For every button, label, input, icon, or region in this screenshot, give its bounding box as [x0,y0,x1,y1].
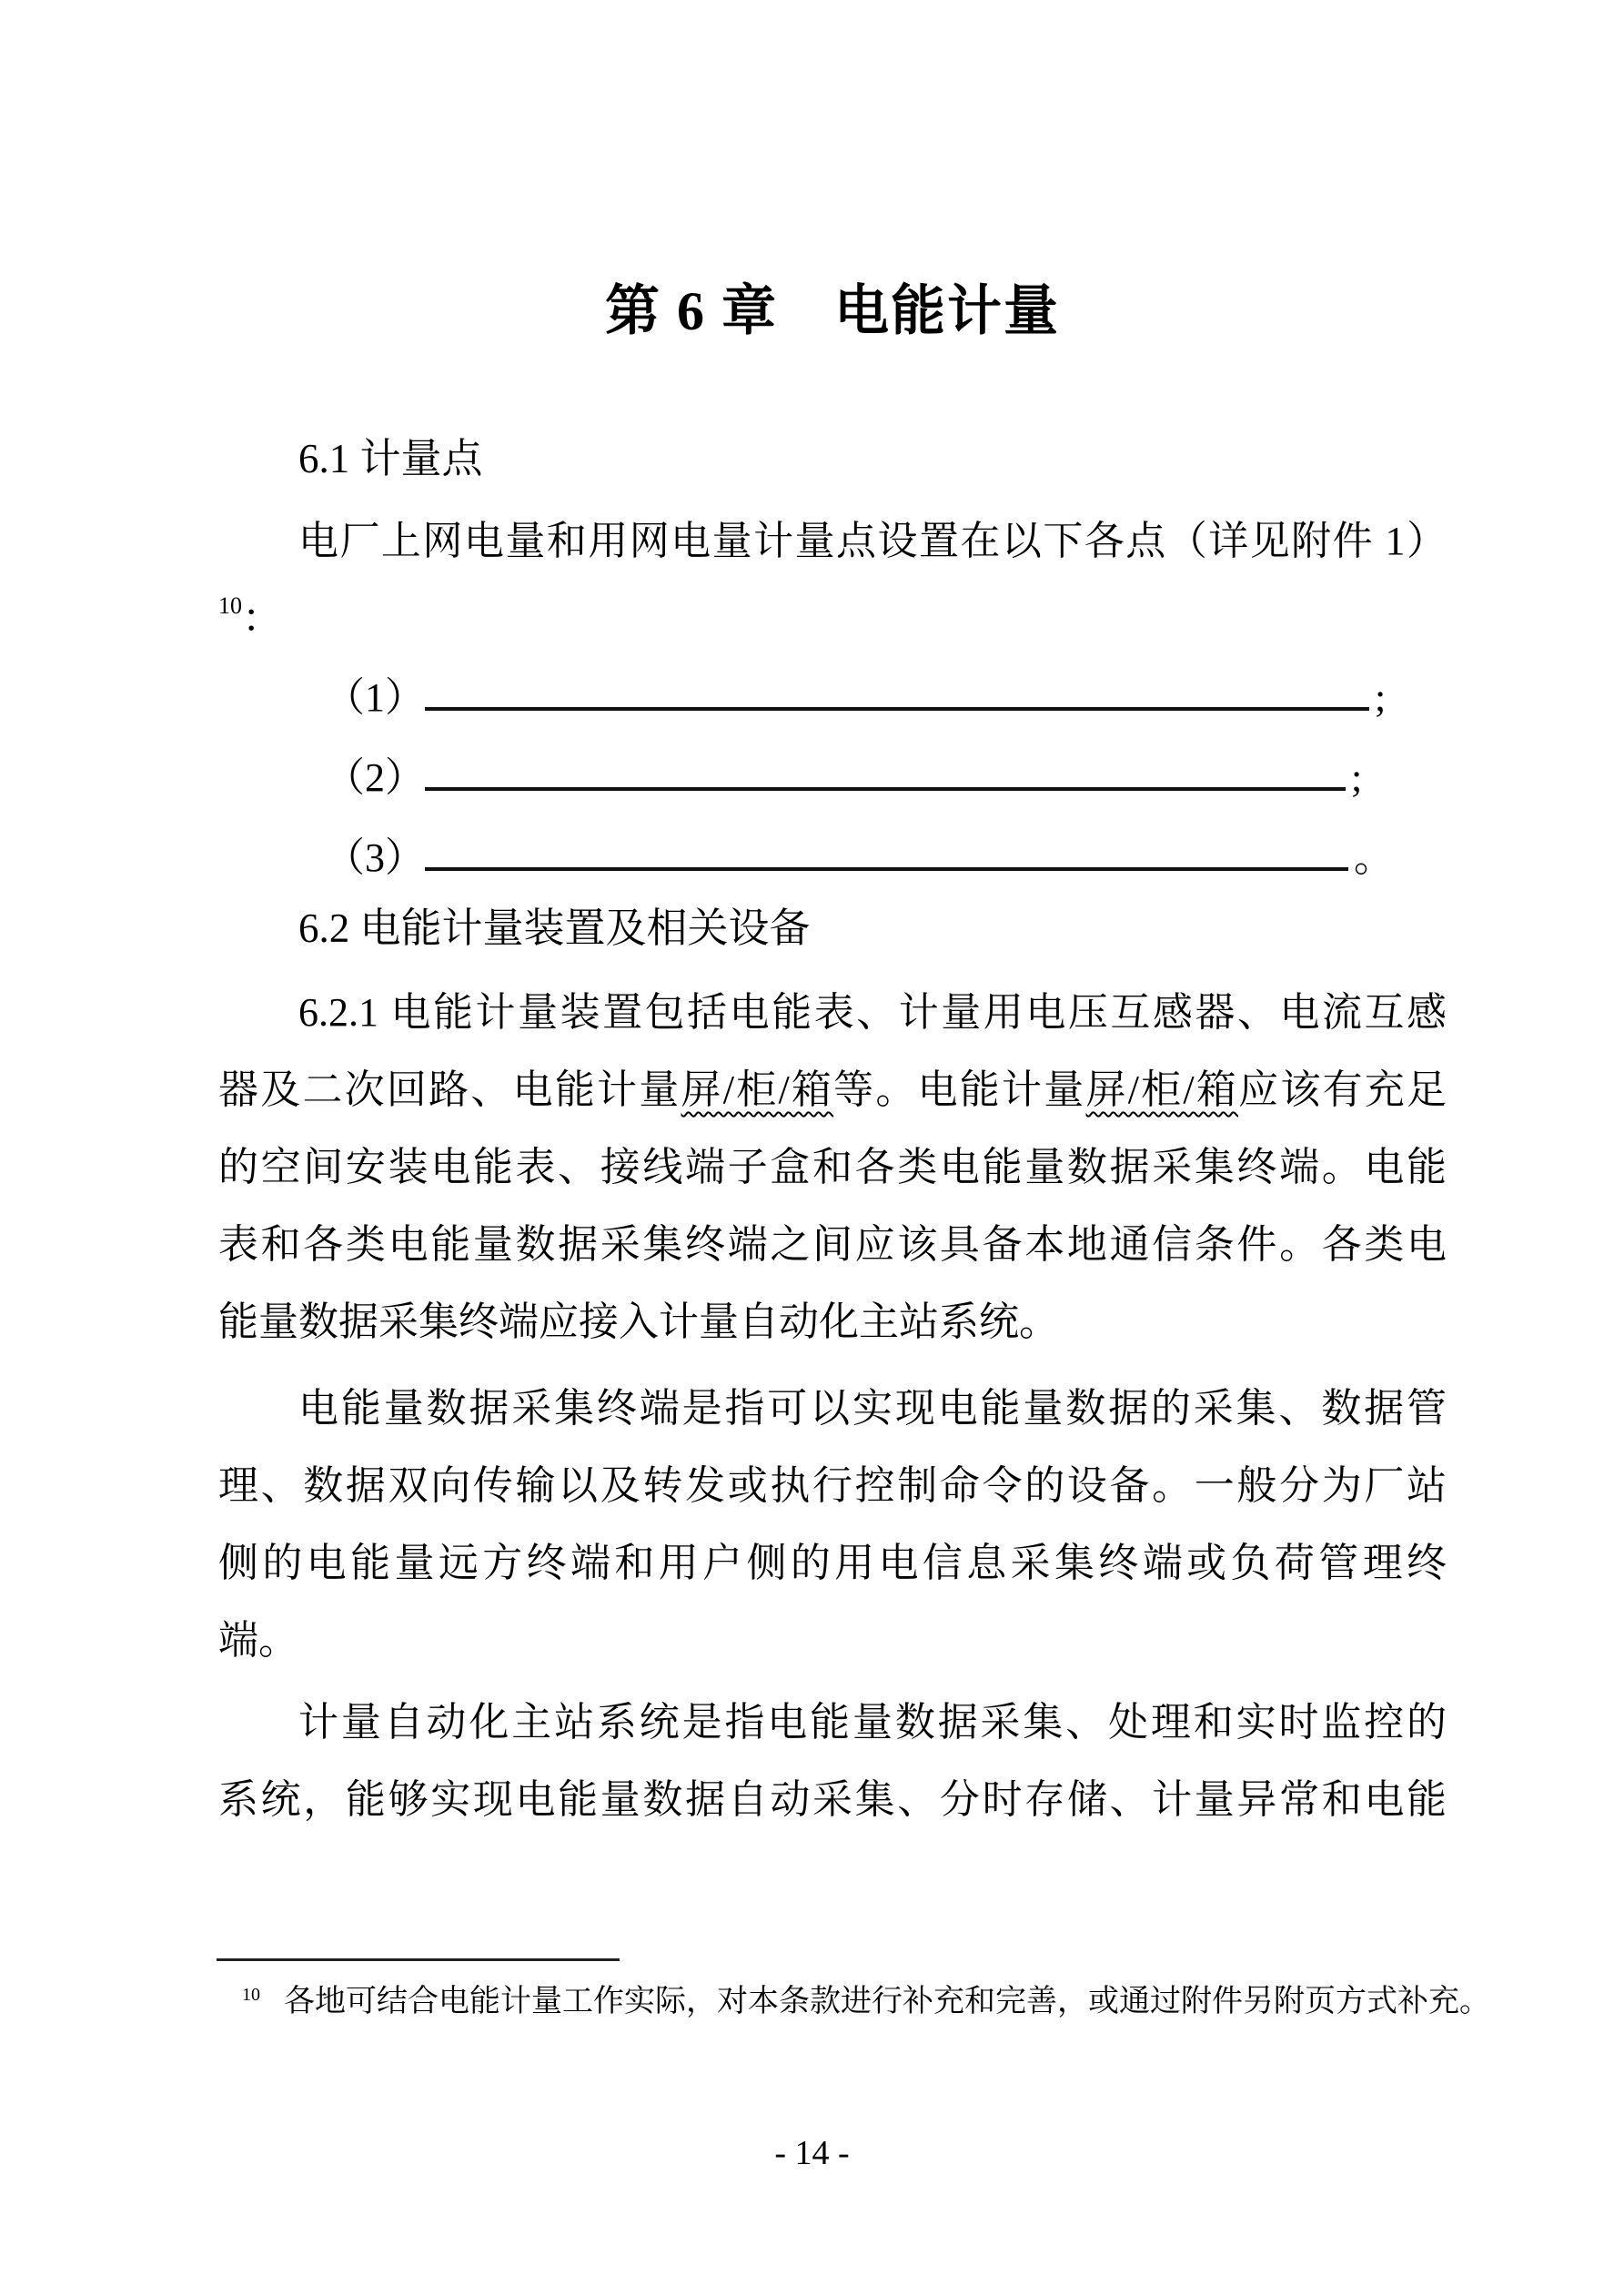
paragraph-line: 的空间安装电能表、接线端子盒和各类电能量数据采集终端。电能 [218,1145,1447,1189]
paragraph-line: 电厂上网电量和用网电量计量点设置在以下各点（详见附件 1） [298,519,1447,563]
paragraph-line: 计量自动化主站系统是指电能量数据采集、处理和实时监控的 [298,1700,1447,1745]
section-heading-6-2: 6.2 电能计量装置及相关设备 [298,905,811,951]
text-segment: 应该有充足 [1238,1067,1447,1112]
punctuation: ; [1375,675,1387,720]
item-number: （2） [325,755,425,800]
paragraph-line: 电能量数据采集终端是指可以实现电能量数据的采集、数据管 [298,1386,1447,1431]
fill-in-item-3 [218,818,1447,898]
paragraph-metering-devices [218,974,1447,1360]
paragraph-collection-terminal [218,1370,1447,1679]
paragraph-line: 理、数据双向传输以及转发或执行控制命令的设备。一般分为厂站 [218,1463,1447,1508]
footnote-number: 10 [242,1985,260,2005]
punctuation: ; [1351,755,1363,800]
text-segment: 器及二次回路、电能计量 [218,1067,681,1112]
text-segment: 等。电能计量 [833,1067,1086,1112]
paragraph-line: 能量数据采集终端应接入计量自动化主站系统。 [218,1300,1059,1344]
paragraph-metering-points [218,502,1447,657]
blank-underline [425,858,1348,871]
footnote-divider [217,1958,620,1961]
colon-punctuation: ： [242,596,282,641]
fill-in-item-1 [218,658,1447,738]
blank-underline [425,778,1346,791]
paragraph-line: 6.2.1 电能计量装置包括电能表、计量用电压互感器、电流互感 [298,990,1447,1035]
blank-underline [425,698,1369,711]
page-number: - 14 - [774,2134,850,2172]
footnote-ref-marker: 10 [218,592,242,619]
wavy-underlined-term: 屏/柜/箱 [681,1067,834,1112]
item-number: （1） [325,675,425,720]
section-heading-6-1: 6.1 计量点 [298,436,483,481]
paragraph-line: 侧的电能量远方终端和用户侧的用电信息采集终端或负荷管理终 [218,1541,1447,1585]
paragraph-master-station [218,1684,1447,1838]
fill-in-item-2 [218,738,1447,818]
chapter-title: 第 6 章 电能计量 [605,281,1060,341]
punctuation: 。 [1354,835,1394,880]
paragraph-line: 端。 [218,1618,298,1663]
wavy-underlined-term: 屏/柜/箱 [1085,1067,1239,1112]
paragraph-line: 系统，能够实现电能量数据自动采集、分时存储、计量异常和电能 [218,1777,1447,1822]
paragraph-line [218,580,1447,657]
paragraph-line [218,1051,1447,1128]
footnote [218,1980,1492,2024]
footnote-text: 各地可结合电能计量工作实际，对本条款进行补充和完善，或通过附件另附页方式补充。 [284,1985,1490,2018]
item-number: （3） [325,835,425,880]
paragraph-line: 表和各类电能量数据采集终端之间应该具备本地通信条件。各类电 [218,1222,1447,1267]
fill-in-blank-list [218,658,1447,898]
